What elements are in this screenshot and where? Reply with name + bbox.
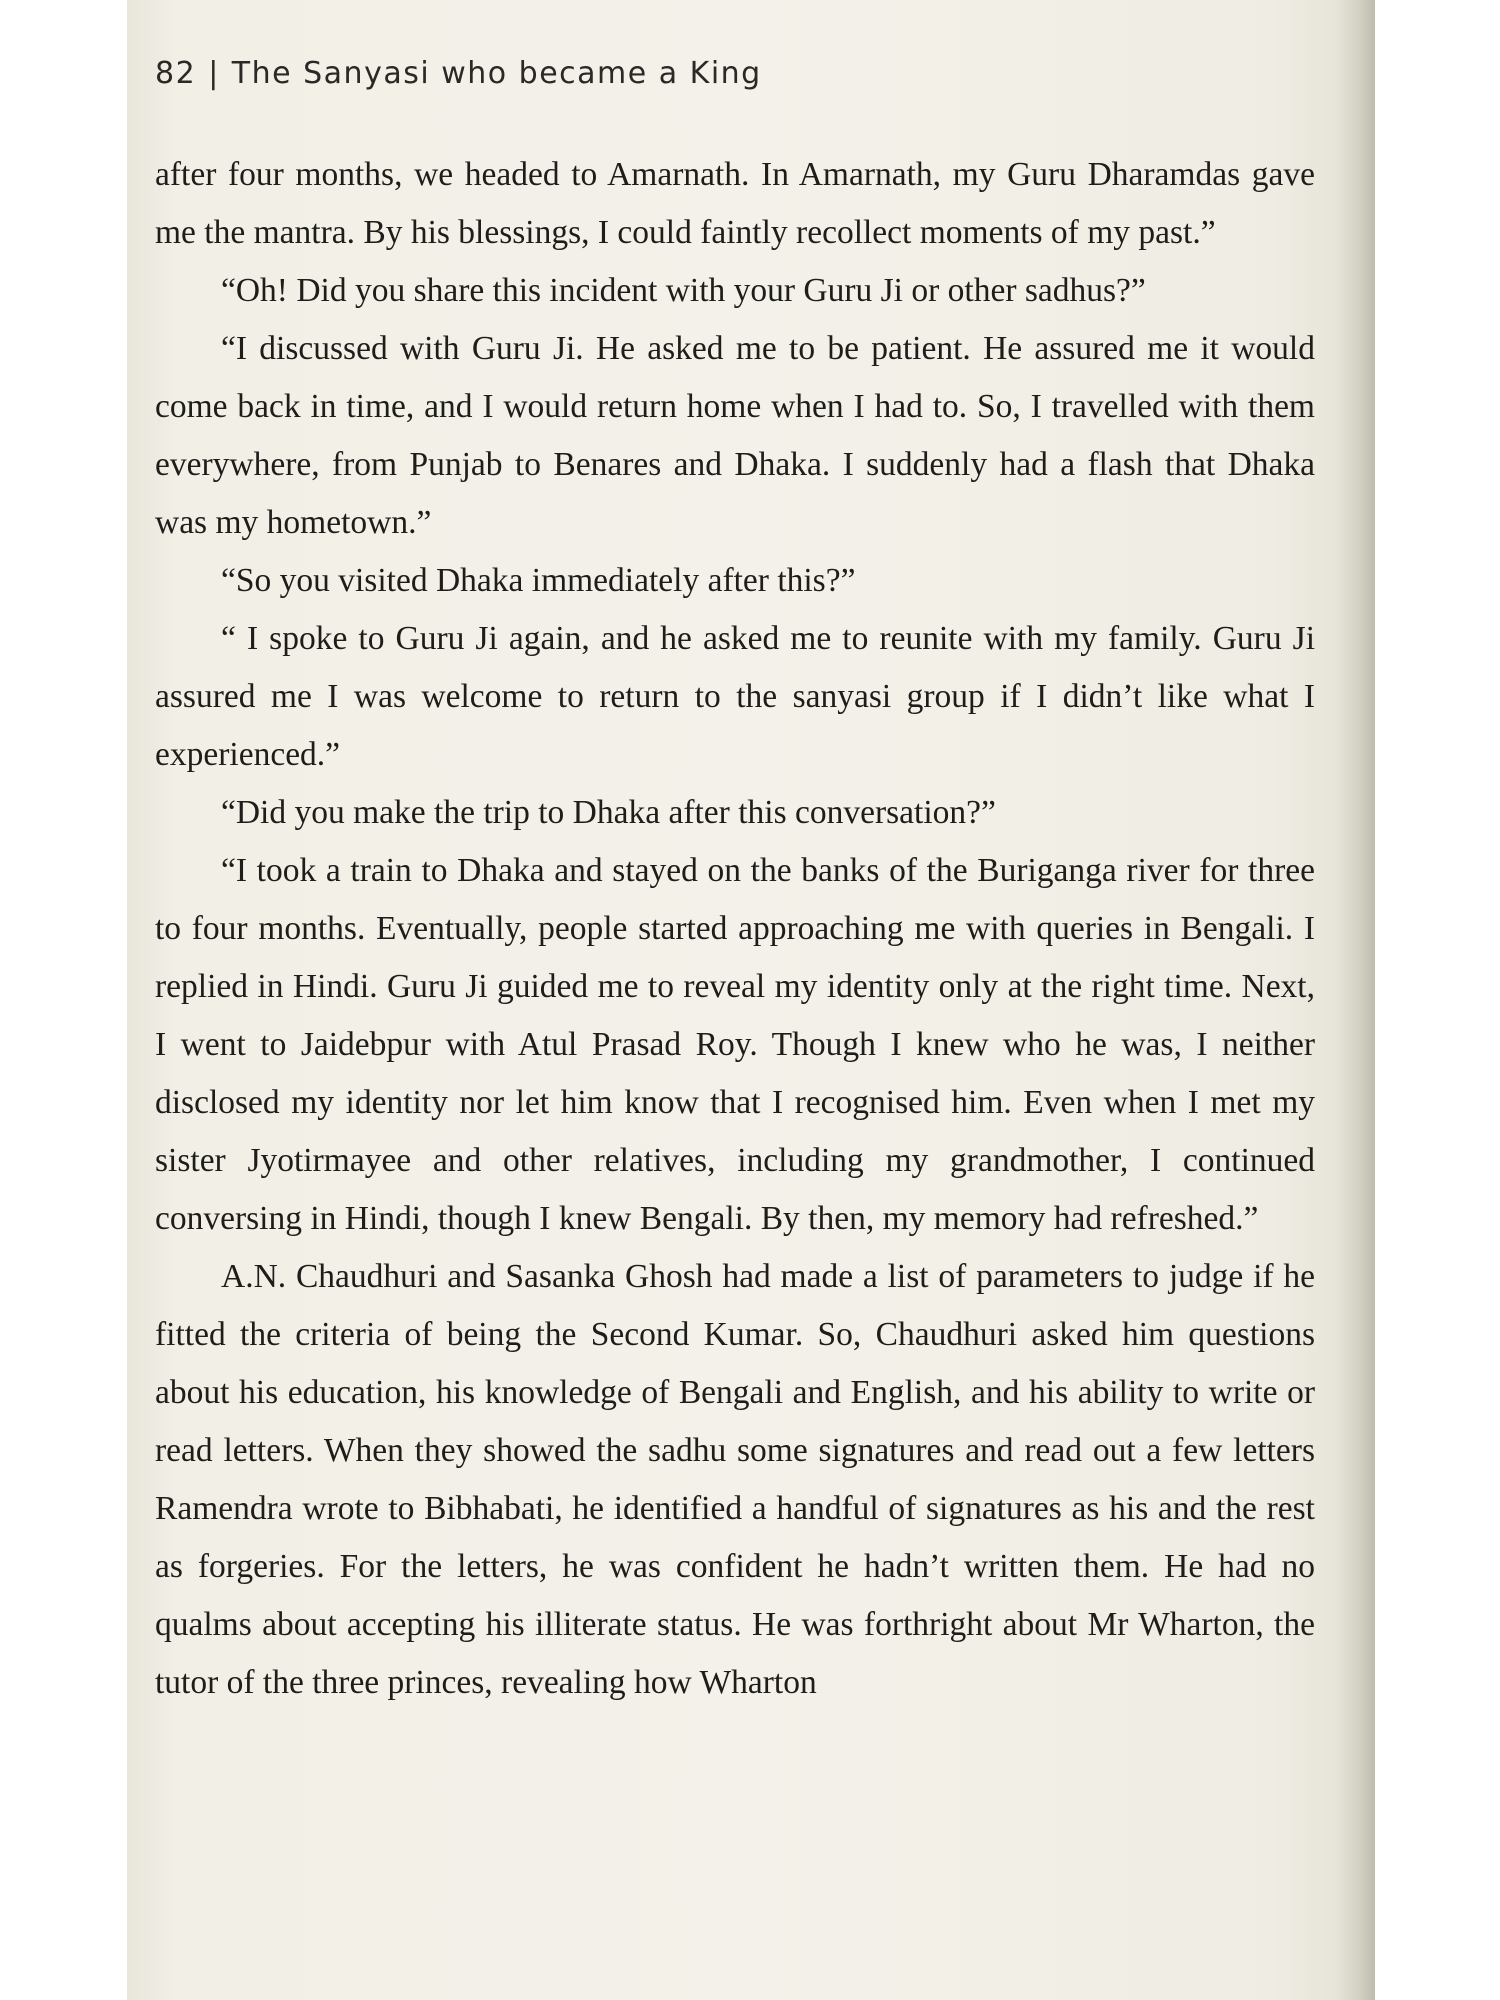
book-page (127, 0, 1375, 2000)
paragraph: “I discussed with Guru Ji. He asked me to be patient. He assured me it would come back in time, and I would return home when I had to. So, I travelled with them everywhere, from Punjab to Benares and Dhaka. I suddenly had a flash that Dhaka was my hometown.” (155, 330, 1315, 541)
paragraph: “ I spoke to Guru Ji again, and he asked me to reunite with my family. Guru Ji assured me I was welcome to return to the sanyasi group if I didn’t like what I experienced.” (155, 620, 1315, 773)
paragraph: “I took a train to Dhaka and stayed on the banks of the Buriganga river for three to four months. Eventually, people started approaching me with queries in Bengali. I replied in Hindi. Guru Ji guided me to reveal my identity only at the right time. Next, I went to Jaidebpur with Atul Prasad Roy. Though I knew who he was, I neither disclosed my identity nor let him know that I recognised him. Even when I met my sister Jyotirmayee and other relatives, including my grandmother, I continued conversing in Hindi, though I knew Bengali. By then, my memory had refreshed.” (155, 852, 1315, 1237)
page-number: 82 (155, 56, 197, 91)
paragraph: “Did you make the trip to Dhaka after this conversation?” (221, 794, 996, 831)
paragraph: A.N. Chaudhuri and Sasanka Ghosh had made a list of parameters to judge if he fitted the criteria of being the Second Kumar. So, Chaudhuri asked him questions about his education, his knowledge of Bengali and English, and his ability to write or read letters. When they showed the sadhu some signatures and read out a few letters Ramendra wrote to Bibhabati, he identified a handful of signatures as his and the rest as forgeries. For the letters, he was confident he hadn’t written them. He had no qualms about accepting his illiterate status. He was forthright about Mr Wharton, the tutor of the three princes, revealing how Wharton (155, 1258, 1315, 1701)
header-separator: | (208, 56, 220, 91)
paragraph: “So you visited Dhaka immediately after this?” (221, 562, 856, 599)
paragraph: “Oh! Did you share this incident with your Guru Ji or other sadhus?” (221, 272, 1146, 309)
book-title: The Sanyasi who became a King (231, 56, 762, 91)
page-gutter-shadow (1335, 0, 1375, 2000)
paragraph-continued: after four months, we headed to Amarnath. In Amarnath, my Guru Dharamdas gave me the mantra. By his blessings, I could faintly recollect moments of my past.” (155, 156, 1315, 251)
body-text (155, 146, 1315, 1712)
running-header (155, 56, 762, 91)
